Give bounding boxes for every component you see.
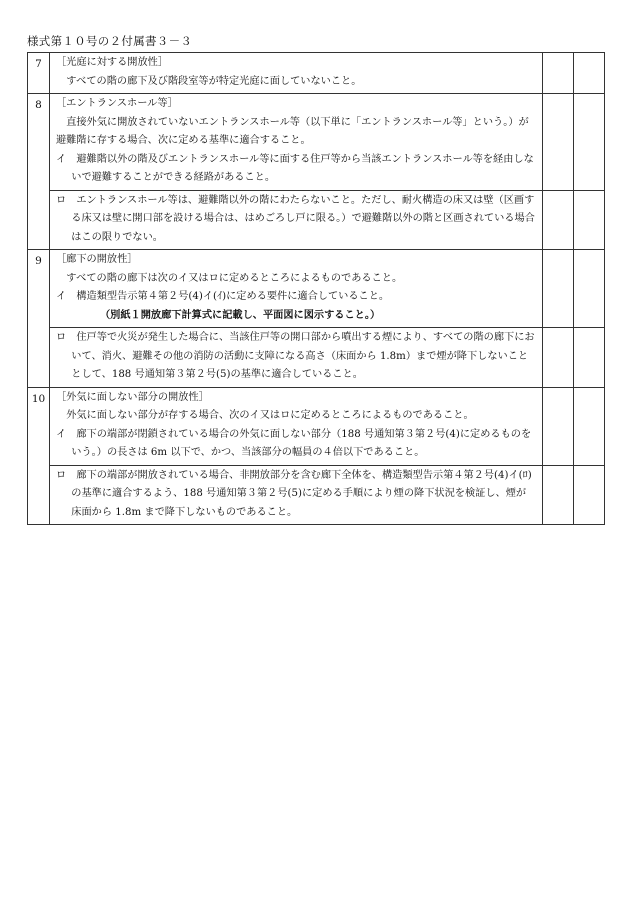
check-cell-2[interactable] [574,465,605,525]
row-number: 8 [28,94,50,250]
row-heading: ［廊下の開放性］ [56,254,138,265]
row-number: 9 [28,250,50,388]
row-section [50,388,542,465]
check-cell-2[interactable] [574,190,605,250]
row-number: 7 [28,53,50,94]
table-row [28,328,605,388]
check-cell-1[interactable] [543,465,574,525]
row-content [50,328,543,388]
row-body: 直接外気に開放されていないエントランスホール等（以下単に「エントランスホール等」という。）が避難階に存する場合、次に定める基準に適合すること。 [56,116,529,146]
row-content [50,387,543,465]
table-row [28,94,605,191]
row-body: すべての階の廊下及び階段室等が特定光庭に面していないこと。 [66,75,362,87]
item-i: イ 避難階以外の階及びエントランスホール等に面する住戸等から当該エントランスホール等を経由しないで避難することができる経路があること。 [56,153,534,183]
row-section [50,466,542,525]
row-number: 10 [28,387,50,525]
row-heading: ［外気に面しない部分の開放性］ [56,391,209,403]
row-section [50,53,542,93]
form-title: 様式第１０号の２付属書３－３ [27,34,193,48]
item-ro: ロ 廊下の端部が開放されている場合、非開放部分を含む廊下全体を、構造類型告示第４第２号(4)イ(ﾛ)の基準に適合するよう、188 号通知第３第２号(5)に定める手順により煙の降下状況を検証し、煙が床面から 1.8m まで降下しないものであること。 [56,469,532,518]
check-cell-1[interactable] [543,94,574,191]
note: （別紙１開放廊下計算式に記載し、平面図に図示すること。） [100,309,381,321]
check-cell-1[interactable] [543,387,574,465]
item-i: イ 廊下の端部が閉鎖されている場合の外気に面しない部分（188 号通知第３第２号(4)に定めるものをいう。）の長さは 6m 以下で、かつ、当該部分の幅員の４倍以下であること。 [56,428,532,458]
row-content [50,190,543,250]
check-cell-2[interactable] [574,387,605,465]
row-content [50,53,543,94]
row-content [50,250,543,328]
row-content [50,465,543,525]
item-ro: ロ 住戸等で火災が発生した場合に、当該住戸等の開口部から噴出する煙により、すべての階の廊下において、消火、避難その他の消防の活動に支障になる高さ（床面から 1.8m）まで煙が降下しないこととして、188 号通知第３第２号(5)の基準に適合していること。 [56,332,535,380]
row-body: すべての階の廊下は次のイ又はロに定めるところによるものであること。 [66,272,403,284]
check-cell-1[interactable] [543,53,574,94]
row-section [50,328,542,387]
check-cell-1[interactable] [543,250,574,328]
check-cell-1[interactable] [543,328,574,388]
check-cell-2[interactable] [574,53,605,94]
table-row [28,465,605,525]
row-body: 外気に面しない部分が存する場合、次のイ又はロに定めるところによるものであること。 [66,410,474,421]
table-row [28,250,605,328]
check-cell-2[interactable] [574,328,605,388]
check-cell-1[interactable] [543,190,574,250]
row-section [50,191,542,250]
criteria-table [27,52,605,525]
row-section [50,250,542,327]
table-row [28,53,605,94]
row-content [50,94,543,191]
row-section [50,94,542,190]
check-cell-2[interactable] [574,250,605,328]
table-row [28,387,605,465]
item-ro: ロ エントランスホール等は、避難階以外の階にわたらないこと。ただし、耐火構造の床又は壁（区画する床又は壁に開口部を設ける場合は、はめごろし戸に限る。）で避難階以外の階と区画されている場合はこの限りでない。 [56,194,535,243]
item-i: イ 構造類型告示第４第２号(4)イ(ｲ)に定める要件に適合していること。 [56,291,390,302]
row-heading: ［光庭に対する開放性］ [56,57,169,68]
table-row [28,190,605,250]
check-cell-2[interactable] [574,94,605,191]
row-heading: ［エントランスホール等］ [56,98,178,109]
